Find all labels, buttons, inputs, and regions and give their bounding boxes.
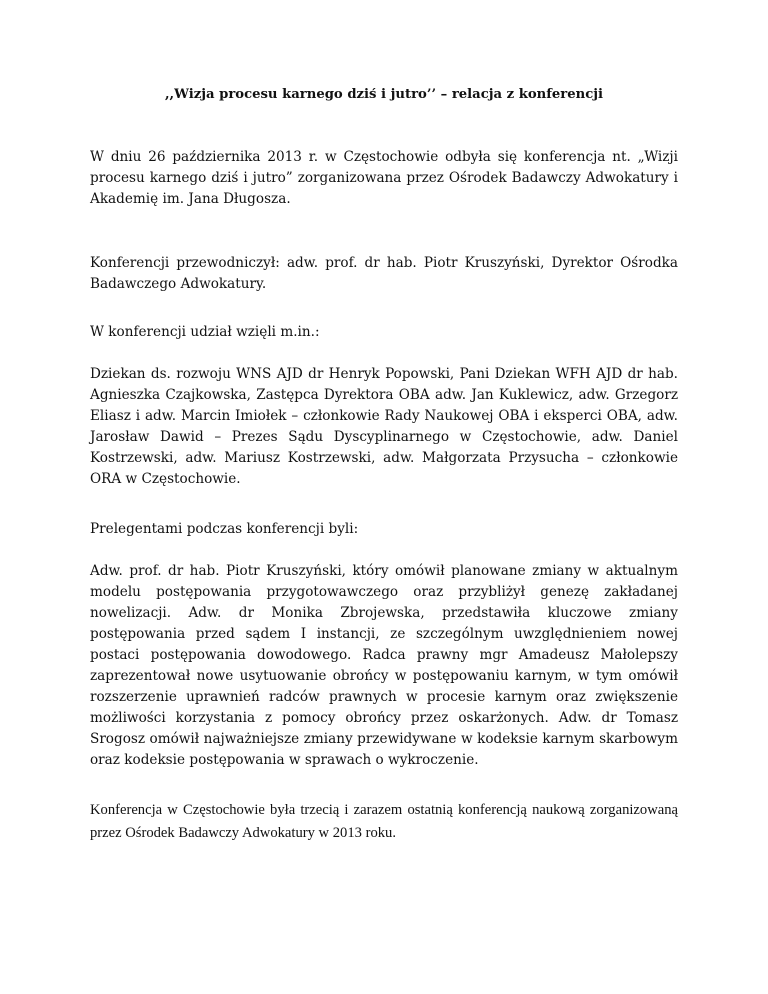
paragraph-participants-heading: W konferencji udział wzięli m.in.: bbox=[90, 324, 320, 340]
paragraph-participants-list: Dziekan ds. rozwoju WNS AJD dr Henryk Popowski, Pani Dziekan WFH AJD dr hab. Agnieszka Czajkowska, Zastępca Dyrektora OBA adw. Jan Kuklewicz, adw. Grzegorz Eliasz i adw. Marcin Imiołek – członkowie Rady Naukowej OBA i eksperci OBA, adw. Jarosław Dawid – Prezes Sądu Dyscyplinarnego w Częstochowie, adw. Daniel Kostrzewski, adw. Mariusz Kostrzewski, adw. Małgorzata Przysucha – członkowie ORA w Częstochowie. bbox=[90, 366, 678, 487]
paragraph-closing: Konferencja w Częstochowie była trzecią i zarazem ostatnią konferencją naukową zorganizowaną przez Ośrodek Badawczy Adwokatury w 2013 roku. bbox=[90, 802, 678, 841]
document-title: ,,Wizja procesu karnego dziś i jutro’’ – relacja z konferencji bbox=[164, 87, 604, 102]
paragraph-speakers-list: Adw. prof. dr hab. Piotr Kruszyński, który omówił planowane zmiany w aktualnym modelu postępowania przygotowawczego oraz przybliżył genezę zakładanej nowelizacji. Adw. dr Monika Zbrojewska, przedstawiła kluczowe zmiany postępowania przed sądem I instancji, ze szczególnym uwzględnieniem nowej postaci postępowania dowodowego. Radca prawny mgr Amadeusz Małolepszy zaprezentował nowe usytuowanie obrońcy w postępowaniu karnym, w tym omówił rozszerzenie uprawnień radców prawnych w procesie karnym oraz zwiększenie możliwości korzystania z pomocy obrońcy przez oskarżonych. Adw. dr Tomasz Srogosz omówił najważniejsze zmiany przewidywane w kodeksie karnym skarbowym oraz kodeksie postępowania w sprawach o wykroczenie. bbox=[90, 563, 678, 768]
paragraph-conference-date: W dniu 26 października 2013 r. w Częstochowie odbyła się konferencja nt. „Wizji procesu karnego dziś i jutro” zorganizowana przez Ośrodek Badawczy Adwokatury i Akademię im. Jana Długosza. bbox=[90, 149, 678, 207]
paragraph-speakers-heading: Prelegentami podczas konferencji byli: bbox=[90, 521, 359, 537]
paragraph-chairman: Konferencji przewodniczył: adw. prof. dr hab. Piotr Kruszyński, Dyrektor Ośrodka Badawczego Adwokatury. bbox=[90, 255, 678, 292]
